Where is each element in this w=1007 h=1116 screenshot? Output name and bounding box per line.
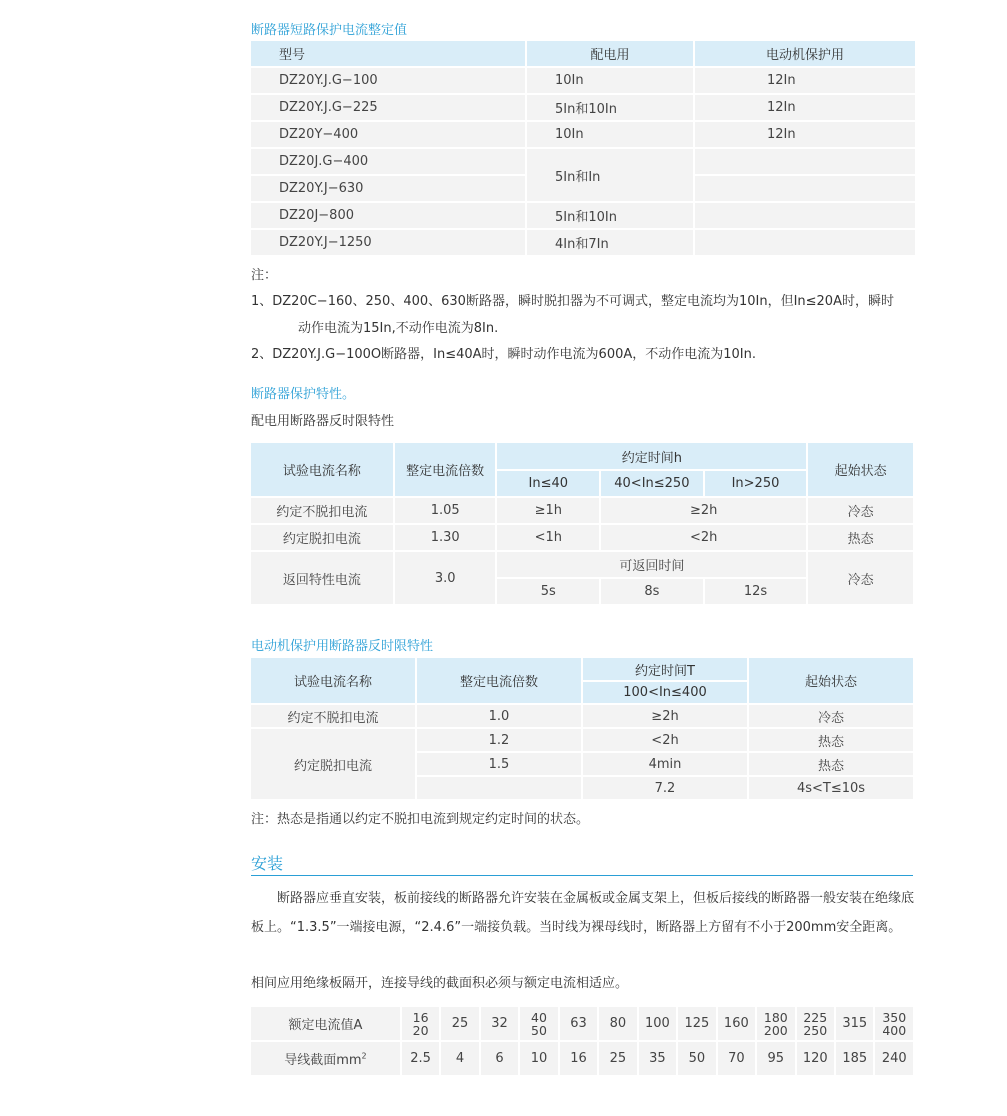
rated-current-cell <box>520 1007 557 1040</box>
state-cell: 冷态 <box>808 498 913 523</box>
test-current-cell: 返回特性电流 <box>251 552 393 604</box>
subheader-range: 100<In≤400 <box>583 682 747 703</box>
multiple-cell: 3.0 <box>395 552 496 604</box>
wire-section-cell: 25 <box>599 1042 636 1075</box>
install-title: 安装 <box>251 854 284 873</box>
rated-current-cell <box>757 1007 794 1040</box>
rated-current-cell: 80 <box>599 1007 636 1040</box>
motor-note: 注：热态是指通以约定不脱扣电流到规定约定时间的状态。 <box>251 812 590 827</box>
rated-current-cell <box>402 1007 439 1040</box>
distribution-curve-table <box>249 441 915 606</box>
wire-section-cell: 6 <box>481 1042 518 1075</box>
wire-section-cell: 35 <box>639 1042 676 1075</box>
wire-section-label-text: 导线截面mm <box>284 1053 362 1068</box>
return-time-cell: 8s <box>601 579 703 604</box>
multiple-cell: 1.0 <box>417 705 581 727</box>
distribution-subtitle: 配电用断路器反时限特性 <box>251 414 395 429</box>
header-time: 约定时间h <box>497 443 806 469</box>
header-test-current: 试验电流名称 <box>251 658 415 703</box>
return-time-label: 可返回时间 <box>497 552 806 577</box>
time-cell: ≥2h <box>583 705 747 727</box>
model-cell: DZ20Y−400 <box>251 122 525 147</box>
rated-current-cell <box>797 1007 834 1040</box>
header-state: 起始状态 <box>808 443 913 496</box>
header-state: 起始状态 <box>749 658 913 703</box>
protection-section-title: 断路器保护特性。 <box>251 387 356 402</box>
motor-cell: 12In <box>695 122 915 147</box>
multiple-cell: 1.05 <box>395 498 496 523</box>
distribution-cell: 10In <box>527 68 693 93</box>
return-time-cell: 5s <box>497 579 599 604</box>
header-distribution: 配电用 <box>527 41 693 66</box>
note-1-line-2: 动作电流为15In,不动作电流为8In. <box>298 321 499 336</box>
state-cell: 热态 <box>808 525 913 550</box>
motor-cell <box>695 149 915 174</box>
wire-section-cell: 95 <box>757 1042 794 1075</box>
model-cell: DZ20J−800 <box>251 203 525 228</box>
wire-section-label <box>251 1042 400 1075</box>
rated-current-value: 200 <box>763 1022 788 1038</box>
rated-current-cell: 100 <box>639 1007 676 1040</box>
time-cell: <2h <box>583 729 747 751</box>
rated-current-cell: 125 <box>678 1007 715 1040</box>
header-time: 约定时间T <box>583 658 747 680</box>
model-cell: DZ20Y.J−630 <box>251 176 525 201</box>
motor-cell <box>695 203 915 228</box>
wire-section-cell: 185 <box>836 1042 873 1075</box>
test-current-cell: 约定不脱扣电流 <box>251 498 393 523</box>
wire-section-cell: 240 <box>875 1042 913 1075</box>
distribution-cell: 10In <box>527 122 693 147</box>
header-multiple: 整定电流倍数 <box>395 443 496 496</box>
distribution-cell: 4In和7In <box>527 230 693 255</box>
wire-section-cell: 50 <box>678 1042 715 1075</box>
subheader-range-3: In>250 <box>705 471 807 496</box>
motor-cell: 12In <box>695 95 915 120</box>
note-2: 2、DZ20Y.J.G−100O断路器，In≤40A时，瞬时动作电流为600A，不动作电流为10In. <box>251 347 757 362</box>
header-multiple: 整定电流倍数 <box>417 658 581 703</box>
multiple-cell: 1.2 <box>417 729 581 751</box>
wire-section-cell: 16 <box>560 1042 597 1075</box>
motor-cell <box>695 176 915 201</box>
subheader-range-2: 40<In≤250 <box>601 471 703 496</box>
model-cell: DZ20Y.J−1250 <box>251 230 525 255</box>
state-cell: 冷态 <box>749 705 913 727</box>
motor-cell: 12In <box>695 68 915 93</box>
motor-curve-table <box>249 656 917 801</box>
model-cell: DZ20Y.J.G−225 <box>251 95 525 120</box>
multiple-cell: 1.30 <box>395 525 496 550</box>
header-model: 型号 <box>251 41 525 66</box>
rated-current-cell: 32 <box>481 1007 518 1040</box>
time-cell: 4s<T≤10s <box>749 777 913 799</box>
header-test-current: 试验电流名称 <box>251 443 393 496</box>
rated-current-cell: 315 <box>836 1007 873 1040</box>
rated-current-value: 225 <box>803 1009 828 1025</box>
rated-current-label: 额定电流值A <box>251 1007 400 1040</box>
time-cell: ≥1h <box>497 498 599 523</box>
rated-current-value: 16 <box>412 1009 429 1025</box>
motor-cell <box>695 230 915 255</box>
rated-current-value: 40 <box>531 1009 547 1025</box>
time-cell: 4min <box>583 753 747 775</box>
short-circuit-table <box>249 39 917 257</box>
state-cell: 冷态 <box>808 552 913 604</box>
model-cell: DZ20J.G−400 <box>251 149 525 174</box>
wire-section-cell: 70 <box>718 1042 755 1075</box>
state-cell: 热态 <box>749 753 913 775</box>
return-time-cell: 12s <box>705 579 807 604</box>
distribution-cell: 5In和In <box>527 149 693 201</box>
time-cell: ≥2h <box>601 498 806 523</box>
distribution-cell: 5In和10In <box>527 95 693 120</box>
rated-current-cell <box>875 1007 913 1040</box>
header-motor: 电动机保护用 <box>695 41 915 66</box>
rated-current-value: 180 <box>763 1009 788 1025</box>
model-cell: DZ20Y.J.G−100 <box>251 68 525 93</box>
rated-current-value: 400 <box>882 1022 907 1038</box>
time-cell: <2h <box>601 525 806 550</box>
test-current-cell: 约定脱扣电流 <box>251 525 393 550</box>
wire-section-unit-sup: 2 <box>361 1051 367 1061</box>
rated-current-cell: 25 <box>441 1007 478 1040</box>
short-circuit-section-title: 断路器短路保护电流整定值 <box>251 23 408 38</box>
install-divider <box>251 875 913 876</box>
rated-current-value: 20 <box>412 1022 429 1038</box>
distribution-cell: 5In和10In <box>527 203 693 228</box>
notes-label: 注： <box>251 268 278 283</box>
multiple-cell: 7.2 <box>583 777 747 799</box>
test-current-cell <box>417 777 581 799</box>
test-current-cell: 约定脱扣电流 <box>251 729 415 799</box>
install-paragraph-2: 相间应用绝缘板隔开，连接导线的截面积必须与额定电流相适应。 <box>251 976 629 991</box>
rated-current-cell: 160 <box>718 1007 755 1040</box>
rated-current-value: 350 <box>882 1009 907 1025</box>
subheader-range-1: In≤40 <box>497 471 599 496</box>
state-cell: 热态 <box>749 729 913 751</box>
note-1-line-1: 1、DZ20C−160、250、400、630断路器，瞬时脱扣器为不可调式，整定电流均为10In，但In≤20A时，瞬时 <box>251 294 894 309</box>
wire-section-cell: 2.5 <box>402 1042 439 1075</box>
rated-current-value: 50 <box>531 1022 547 1038</box>
wire-section-cell: 10 <box>520 1042 557 1075</box>
rated-current-cell: 63 <box>560 1007 597 1040</box>
motor-section-title: 电动机保护用断路器反时限特性 <box>251 639 434 654</box>
wire-section-cell: 120 <box>797 1042 834 1075</box>
wire-section-cell: 4 <box>441 1042 478 1075</box>
time-cell: <1h <box>497 525 599 550</box>
install-paragraph: 断路器应垂直安装，板前接线的断路器允许安装在金属板或金属支架上，但板后接线的断路器一般安装在绝缘底板上。“1.3.5”一端接电源，“2.4.6”一端接负载。当时线为裸母线时，断路器上方留有不小于200mm安全距离。 <box>251 891 915 935</box>
wire-size-table <box>249 1005 915 1077</box>
rated-current-value: 250 <box>803 1022 828 1038</box>
test-current-cell: 约定不脱扣电流 <box>251 705 415 727</box>
multiple-cell: 1.5 <box>417 753 581 775</box>
